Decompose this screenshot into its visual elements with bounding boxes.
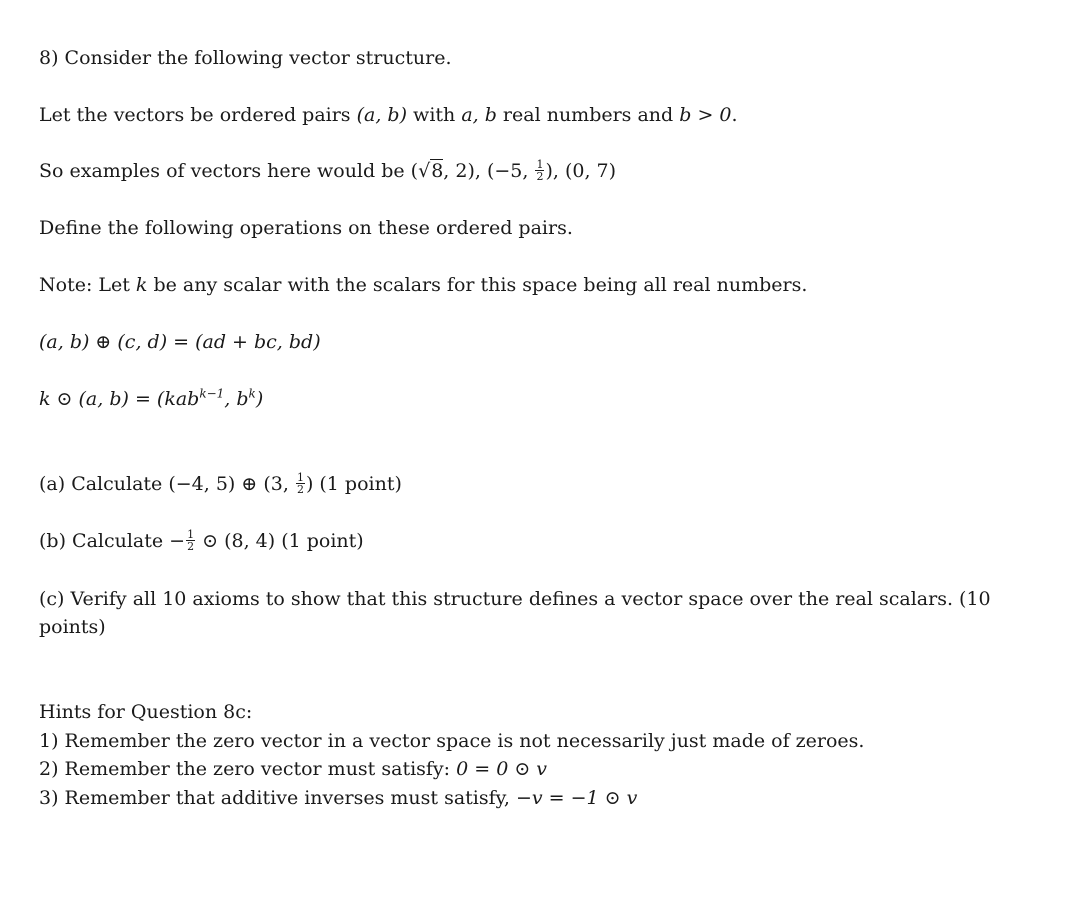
examples-line xyxy=(39,159,616,184)
note-var: k xyxy=(135,274,148,296)
part-a-fraction xyxy=(296,472,305,495)
example-2-open: (−5, xyxy=(486,160,535,182)
scalar-def-mid: , b xyxy=(224,388,249,410)
vectors-def-pair: (a, b) xyxy=(356,104,408,126)
note-prefix: Note: Let xyxy=(39,274,136,296)
vectors-def-mid2: real numbers and xyxy=(496,104,680,126)
examples-prefix: So examples of vectors here would be xyxy=(39,160,411,182)
hint-3-prefix: 3) Remember that additive inverses must satisfy, xyxy=(39,787,516,809)
note-line xyxy=(39,273,807,297)
hint-3 xyxy=(39,786,637,810)
part-b-expr: ⊙ (8, 4) (1 point) xyxy=(196,530,364,552)
note-suffix: be any scalar with the scalars for this space being all real numbers. xyxy=(147,274,808,296)
fraction-numerator: 1 xyxy=(296,470,304,484)
vectors-def-prefix: Let the vectors be ordered pairs xyxy=(39,104,357,126)
part-c: (c) Verify all 10 axioms to show that this structure defines a vector space over the real scalars. (10 points) xyxy=(39,588,991,638)
example-1-close: , 2), xyxy=(443,160,487,182)
hint-2-prefix: 2) Remember the zero vector must satisfy: xyxy=(39,758,457,780)
vectors-def-suffix: . xyxy=(731,104,738,126)
vectors-definition xyxy=(39,103,738,127)
part-a-suffix: ) (1 point) xyxy=(305,473,402,495)
sqrt-symbol: √8 xyxy=(418,160,444,182)
addition-definition: (a, b) ⊕ (c, d) = (ad + bc, bd) xyxy=(39,331,321,353)
hint-2-math: 0 = 0 ⊙ v xyxy=(456,758,548,780)
half-fraction xyxy=(535,159,544,182)
part-a-prefix: (a) Calculate xyxy=(39,473,169,495)
part-a-expr: (−4, 5) ⊕ (3, xyxy=(168,473,295,495)
part-a xyxy=(39,472,402,497)
fraction-numerator: 1 xyxy=(187,527,195,541)
scalar-def-exp2: k xyxy=(248,386,256,401)
sqrt-radicand: 8 xyxy=(431,160,444,182)
hint-3-math: −v = −1 ⊙ v xyxy=(515,787,638,809)
scalar-mult-definition xyxy=(39,387,263,411)
define-operations: Define the following operations on these ordered pairs. xyxy=(39,217,573,239)
part-b xyxy=(39,529,364,554)
vectors-def-cond: b > 0 xyxy=(679,104,732,126)
part-b-prefix: (b) Calculate − xyxy=(39,530,186,552)
scalar-def-exp1: k−1 xyxy=(199,386,225,401)
fraction-numerator: 1 xyxy=(536,157,544,171)
fraction-denominator: 2 xyxy=(296,482,304,496)
example-2-close: ), (0, 7) xyxy=(545,160,617,182)
hint-2 xyxy=(39,757,547,781)
part-b-fraction xyxy=(186,529,195,552)
hint-1: 1) Remember the zero vector in a vector space is not necessarily just made of zeroes. xyxy=(39,730,865,752)
fraction-denominator: 2 xyxy=(187,539,195,553)
fraction-denominator: 2 xyxy=(536,169,544,183)
vectors-def-middle: with xyxy=(407,104,462,126)
scalar-def-end: ) xyxy=(255,388,264,410)
hints-title: Hints for Question 8c: xyxy=(39,701,253,723)
scalar-def-lhs: k ⊙ (a, b) = (kab xyxy=(39,388,200,410)
vectors-def-vars: a, b xyxy=(461,104,497,126)
example-1-open: ( xyxy=(410,160,419,182)
question-header: 8) Consider the following vector structure. xyxy=(39,47,452,69)
